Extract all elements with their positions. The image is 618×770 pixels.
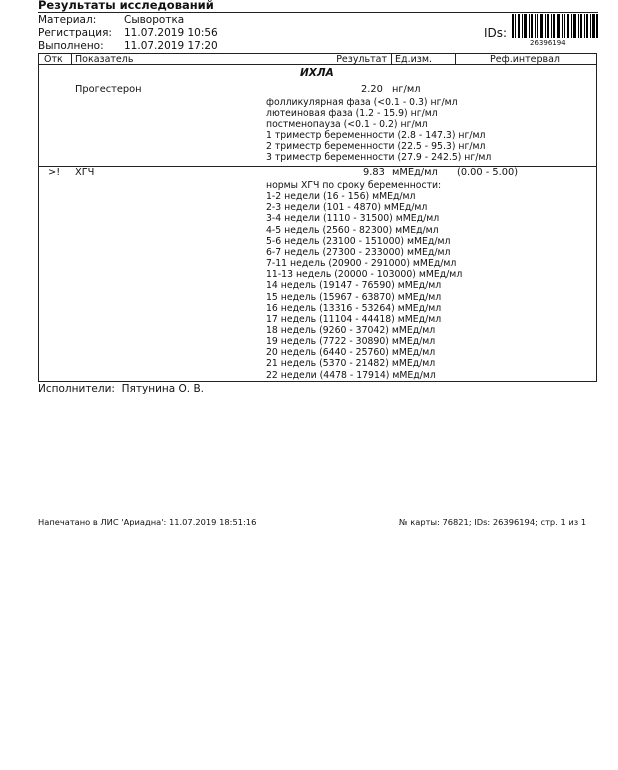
reference-note-line: 3-4 недели (1110 - 31500) мМЕд/мл [266,213,440,225]
reference-note-line: лютеиновая фаза (1.2 - 15.9) нг/мл [266,108,438,119]
completed-label: Выполнено: [38,40,104,52]
card-info: № карты: 76821; IDs: 26396194; стр. 1 из 1 [399,517,587,527]
reference-note-line: 3 триместр беременности (27.9 - 242.5) нг/мл [266,152,492,163]
reference-note-line: нормы ХГЧ по сроку беременности: [266,180,442,191]
reference-note-line: 5-6 недель (23100 - 151000) мМЕд/мл [266,235,451,247]
results-table-header [38,53,597,65]
printed-info: Напечатано в ЛИС 'Ариадна': 11.07.2019 18:51:16 [38,517,257,527]
reference-note-line: 2-3 недели (101 - 4870) мМЕд/мл [266,202,428,214]
result-value: 2.20 [361,84,383,95]
reference-note-line: 22 недели (4478 - 17914) мМЕд/мл [266,369,436,381]
reference-note-line: фолликулярная фаза (<0.1 - 0.3) нг/мл [266,97,458,108]
reference-note-line: 1-2 недели (16 - 156) мМЕд/мл [266,191,416,203]
section-title: ИХЛА [300,67,334,79]
material-value: Сыворотка [124,14,185,26]
indicator-name: ХГЧ [75,167,95,178]
reference-note-line: 15 недель (15967 - 63870) мМЕд/мл [266,291,442,303]
completed-value: 11.07.2019 17:20 [124,40,218,52]
executors-line [38,383,204,395]
barcode-number: 26396194 [530,39,566,47]
title-divider [38,12,598,13]
column-header-flag: Отк [44,54,63,65]
reference-note-line: 1 триместр беременности (2.8 - 147.3) нг/мл [266,130,486,141]
reference-note-line: 6-7 недель (27300 - 233000) мМЕд/мл [266,246,451,258]
reference-note-line: 19 недель (7722 - 30890) мМЕд/мл [266,336,436,348]
executors-value: Пятунина О. В. [121,383,205,395]
reference-note-line: 17 недель (11104 - 44418) мМЕд/мл [266,313,442,325]
executors-label: Исполнители: [38,383,115,395]
column-header-indicator: Показатель [71,54,299,65]
result-unit: нг/мл [392,84,421,95]
reference-note-line: 18 недель (9260 - 37042) мМЕд/мл [266,324,436,336]
column-header-unit: Ед.изм. [391,54,455,65]
reference-note-line: 20 недель (6440 - 25760) мМЕд/мл [266,347,436,359]
reference-note-line: 16 недель (13316 - 53264) мМЕд/мл [266,302,442,314]
registration-value: 11.07.2019 10:56 [124,27,218,39]
indicator-name: Прогестерон [75,84,142,95]
ids-label: IDs: [484,26,508,40]
reference-note-line: 4-5 недель (2560 - 82300) мМЕд/мл [266,224,439,236]
report-title: Результаты исследований [38,0,214,12]
column-header-ref-interval: Реф.интервал [455,54,598,65]
ref-interval: (0.00 - 5.00) [457,167,519,178]
reference-note-line: постменопауза (<0.1 - 0.2) нг/мл [266,119,428,130]
column-header-result: Результат [336,54,387,65]
barcode-image [512,14,598,38]
reference-note-line: 21 недель (5370 - 21482) мМЕд/мл [266,358,436,370]
reference-note-line: 2 триместр беременности (22.5 - 95.3) нг/мл [266,141,486,152]
result-unit: мМЕд/мл [392,167,438,178]
reference-note-line: 14 недель (19147 - 76590) мМЕд/мл [266,280,442,292]
material-label: Материал: [38,14,97,26]
result-value: 9.83 [363,167,385,178]
abnormal-flag: >! [48,167,61,178]
reference-note-line: 7-11 недель (20900 - 291000) мМЕд/мл [266,258,457,270]
reference-note-line: 11-13 недель (20000 - 103000) мМЕд/мл [266,269,463,281]
registration-label: Регистрация: [38,27,112,39]
